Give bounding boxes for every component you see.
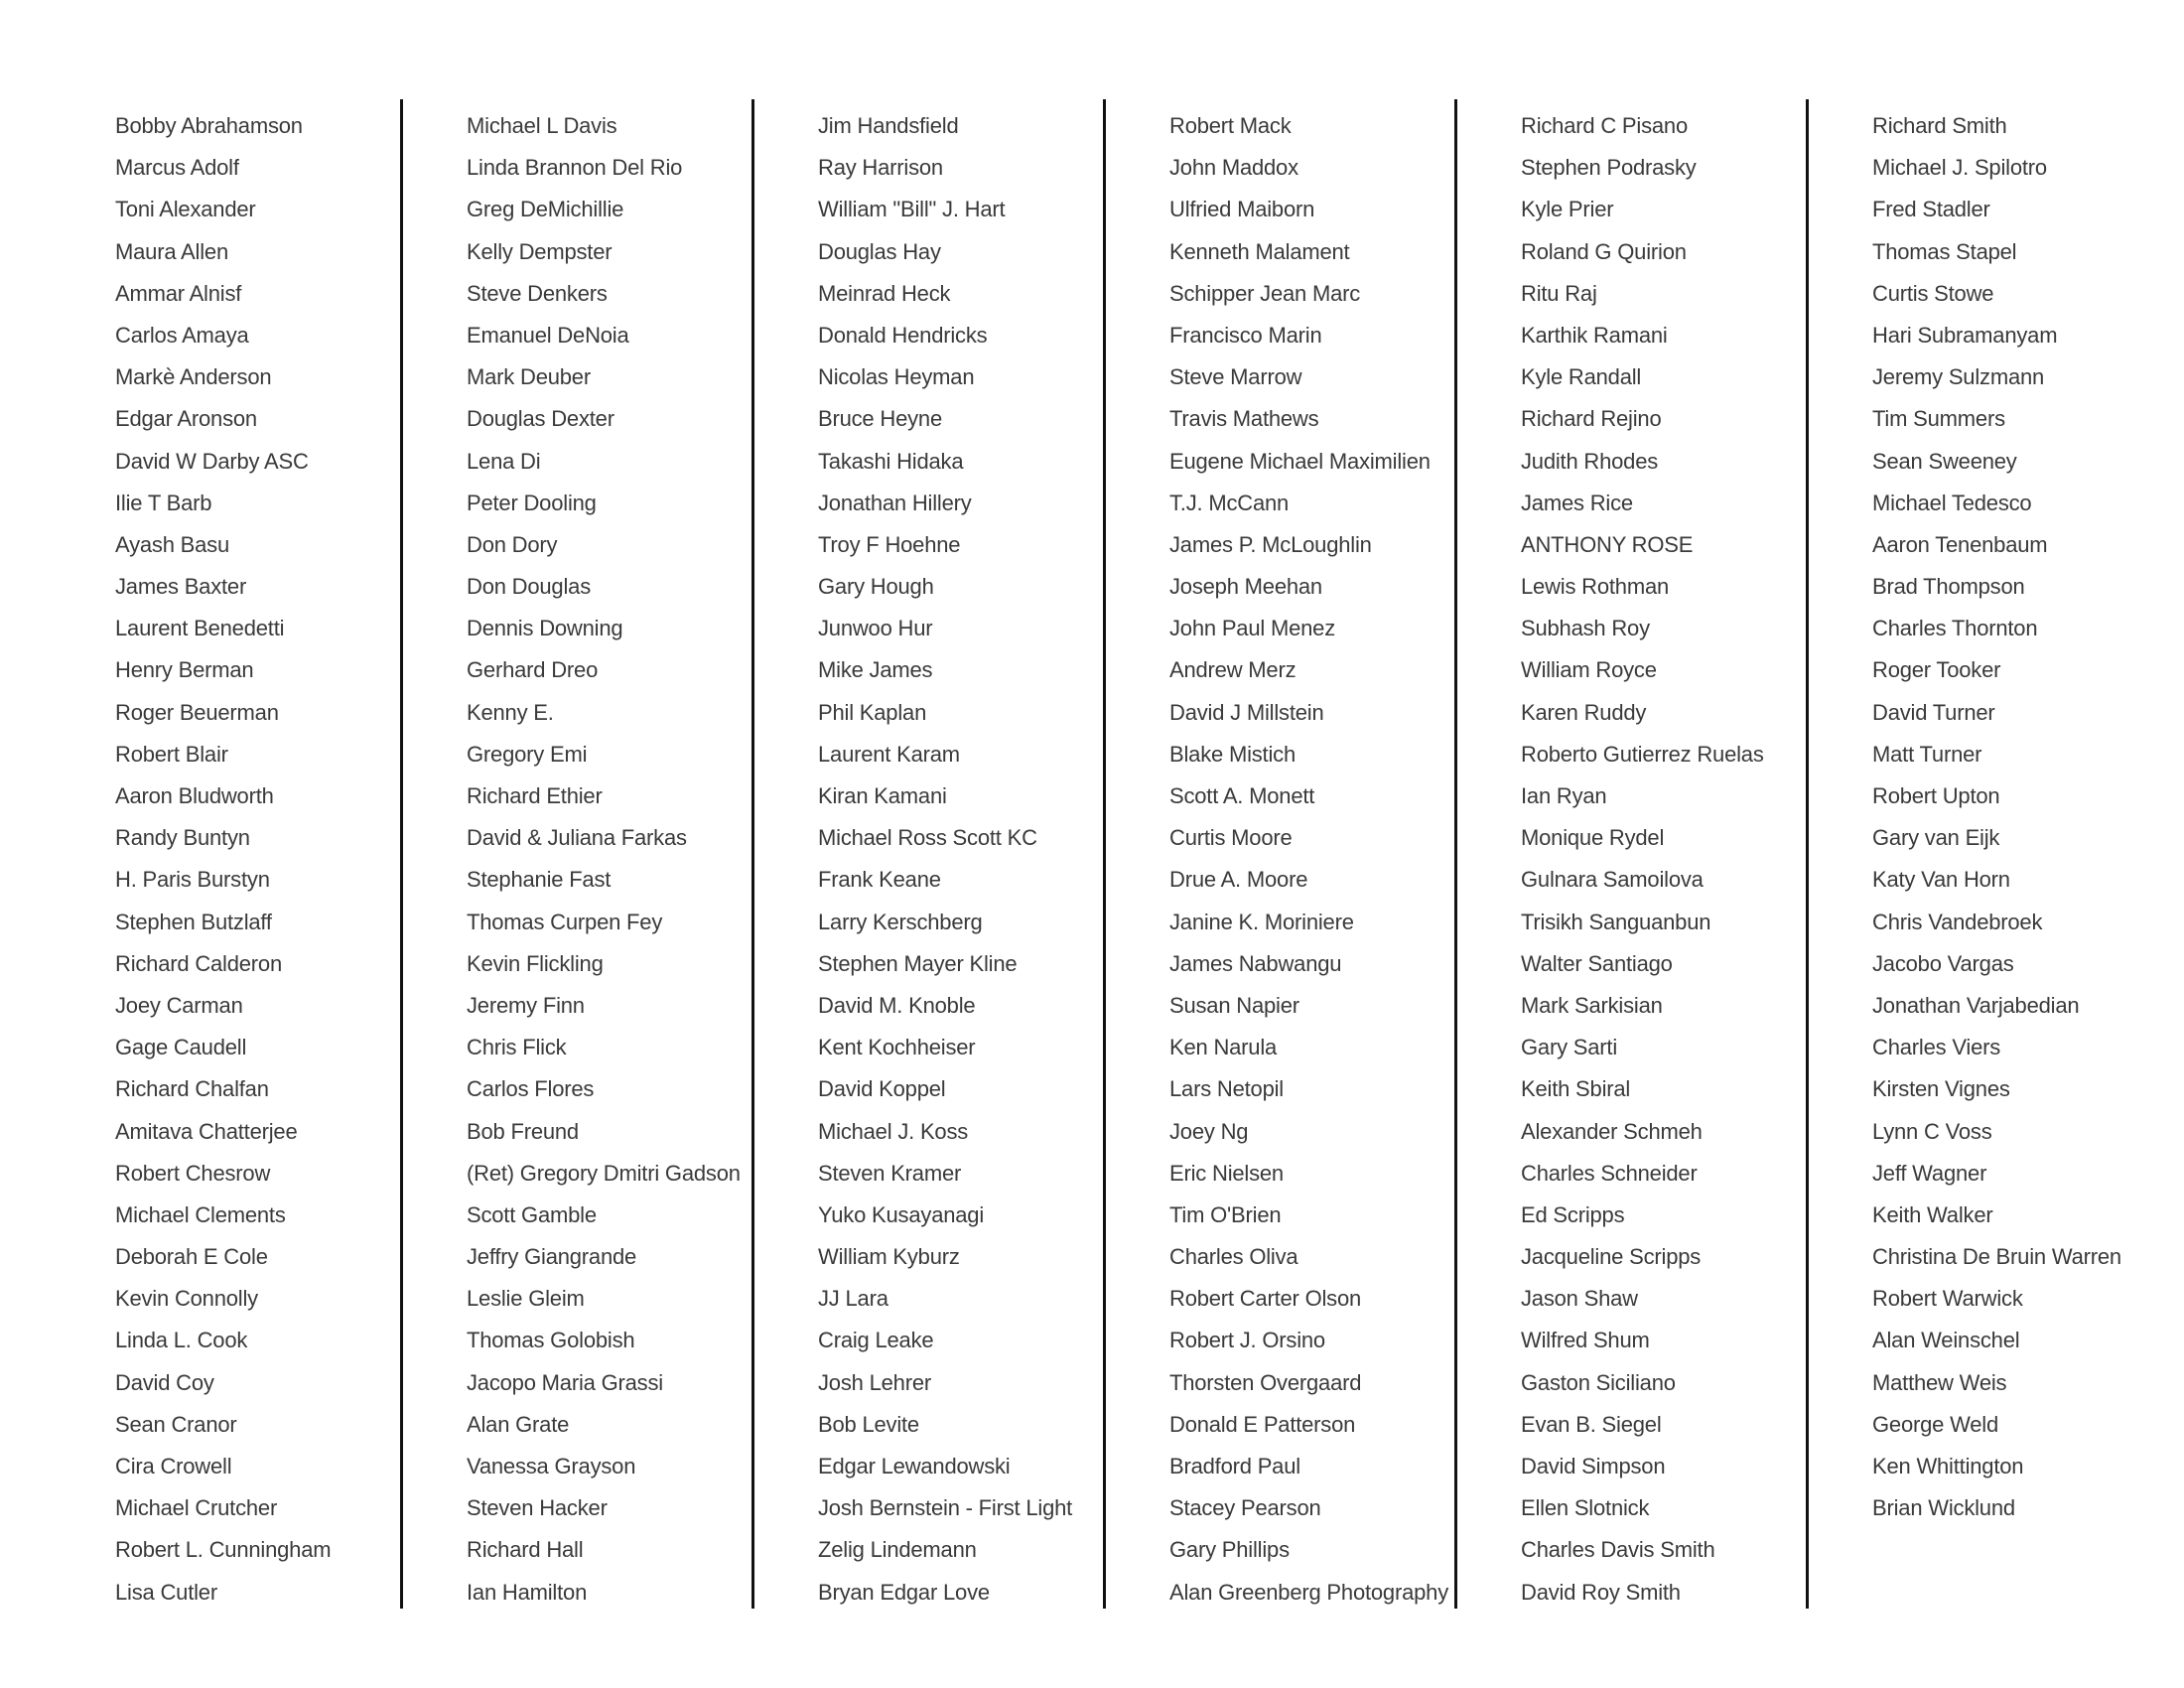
name-entry: Bob Levite [818,1411,919,1437]
name-entry: Laurent Karam [818,741,960,767]
name-entry: Jim Handsfield [818,113,959,138]
name-entry: Dennis Downing [467,616,623,641]
name-entry: Zelig Lindemann [818,1537,977,1563]
name-entry: Blake Mistich [1169,741,1296,767]
name-entry: Robert Warwick [1872,1286,2023,1312]
name-entry: Keith Walker [1872,1201,1993,1227]
name-entry: Bradford Paul [1169,1454,1300,1478]
name-entry: Wilfred Shum [1521,1328,1650,1353]
name-entry: Ken Whittington [1872,1454,2024,1478]
name-entry: Curtis Moore [1169,825,1293,851]
name-entry: Ian Ryan [1521,783,1607,808]
name-entry: Nicolas Heyman [818,364,975,390]
name-entry: Leslie Gleim [467,1286,585,1312]
name-entry: Steve Denkers [467,280,608,306]
name-entry: Keith Sbiral [1521,1076,1631,1102]
name-entry: Alan Grate [467,1411,570,1437]
name-entry: Scott Gamble [467,1201,597,1227]
name-entry: Bryan Edgar Love [818,1579,990,1605]
name-entry: Joey Carman [115,992,243,1018]
name-entry: Stephen Mayer Kline [818,950,1018,976]
name-entry: Toni Alexander [115,197,256,222]
name-entry: Travis Mathews [1169,406,1319,432]
name-entry: Linda Brannon Del Rio [467,155,683,181]
name-entry: Jacqueline Scripps [1521,1244,1702,1270]
name-entry: Jonathan Varjabedian [1872,992,2080,1018]
name-entry: Susan Napier [1169,992,1299,1018]
name-entry: Lisa Cutler [115,1579,217,1605]
name-entry: Maura Allen [115,238,228,264]
name-entry: Ayash Basu [115,531,230,557]
name-entry: Tim O'Brien [1169,1201,1282,1227]
name-entry: Scott A. Monett [1169,783,1315,808]
name-entry: Meinrad Heck [818,280,951,306]
name-entry: Charles Viers [1872,1035,2001,1060]
name-entry: Stacey Pearson [1169,1495,1321,1521]
name-entry: Brian Wicklund [1872,1495,2015,1521]
name-entry: Troy F Hoehne [818,531,961,557]
name-entry: David Simpson [1521,1454,1666,1478]
name-entry: William "Bill" J. Hart [818,197,1006,222]
column-divider [1103,99,1106,1609]
name-entry: William Kyburz [818,1244,960,1270]
name-entry: Karen Ruddy [1521,699,1647,725]
name-entry: Lars Netopil [1169,1076,1284,1102]
name-entry: Robert Blair [115,741,228,767]
name-entry: Ulfried Maiborn [1169,197,1315,222]
name-entry: Michael Tedesco [1872,490,2032,515]
name-entry: H. Paris Burstyn [115,867,270,893]
name-entry: Gregory Emi [467,741,588,767]
name-entry: Schipper Jean Marc [1169,280,1361,306]
name-entry: Steve Marrow [1169,364,1302,390]
name-entry: Henry Berman [115,657,254,683]
name-entry: Gary van Eijk [1872,825,2000,851]
name-entry: Lynn C Voss [1872,1118,1992,1144]
name-entry: Kenny E. [467,699,554,725]
name-entry: Gaston Siciliano [1521,1369,1676,1395]
name-entry: Eric Nielsen [1169,1160,1284,1186]
name-entry: Josh Lehrer [818,1369,931,1395]
name-entry: Bruce Heyne [818,406,942,432]
name-entry: Stephen Podrasky [1521,155,1697,181]
name-entry: Thomas Stapel [1872,238,2017,264]
name-entry: John Paul Menez [1169,616,1335,641]
name-entry: Roland G Quirion [1521,238,1687,264]
name-entry: David M. Knoble [818,992,976,1018]
name-entry: Kelly Dempster [467,238,613,264]
name-entry: Gary Hough [818,574,934,600]
name-entry: Thorsten Overgaard [1169,1369,1362,1395]
name-entry: Richard Chalfan [115,1076,269,1102]
name-entry: Lewis Rothman [1521,574,1670,600]
name-entry: Janine K. Moriniere [1169,909,1354,934]
name-entry: Phil Kaplan [818,699,927,725]
name-entry: Subhash Roy [1521,616,1650,641]
name-entry: Michael Ross Scott KC [818,825,1037,851]
name-entry: Bobby Abrahamson [115,113,303,138]
name-entry: Kirsten Vignes [1872,1076,2010,1102]
name-entry: T.J. McCann [1169,490,1290,515]
name-entry: Richard Hall [467,1537,584,1563]
name-entry: Michael J. Koss [818,1118,969,1144]
name-entry: Yuko Kusayanagi [818,1201,985,1227]
name-entry: David Roy Smith [1521,1579,1681,1605]
name-entry: Mark Sarkisian [1521,992,1663,1018]
name-entry: Trisikh Sanguanbun [1521,909,1711,934]
name-entry: Kent Kochheiser [818,1035,976,1060]
name-entry: David W Darby ASC [115,448,309,474]
name-entry: Ammar Alnisf [115,280,242,306]
name-entry: Ed Scripps [1521,1201,1625,1227]
name-entry: Jonathan Hillery [818,490,972,515]
name-entry: Eugene Michael Maximilien [1169,448,1431,474]
name-entry: Evan B. Siegel [1521,1411,1662,1437]
name-entry: Kyle Prier [1521,197,1614,222]
name-column-6 [1872,105,2184,1529]
name-entry: Robert Mack [1169,113,1292,138]
name-entry: ANTHONY ROSE [1521,531,1694,557]
name-entry: Donald E Patterson [1169,1411,1356,1437]
name-entry: Robert L. Cunningham [115,1537,332,1563]
name-entry: Robert Upton [1872,783,2000,808]
name-entry: David J Millstein [1169,699,1324,725]
name-entry: Jeremy Sulzmann [1872,364,2045,390]
name-entry: David Turner [1872,699,1995,725]
name-entry: James Baxter [115,574,247,600]
name-entry: Michael L Davis [467,113,617,138]
name-entry: Richard Calderon [115,950,282,976]
name-entry: Gerhard Dreo [467,657,599,683]
name-entry: Jeremy Finn [467,992,585,1018]
name-entry: Charles Schneider [1521,1160,1698,1186]
name-entry: Fred Stadler [1872,197,1990,222]
name-entry: Christina De Bruin Warren [1872,1244,2121,1270]
name-entry: Junwoo Hur [818,616,933,641]
name-entry: John Maddox [1169,155,1298,181]
name-entry: Edgar Aronson [115,406,257,432]
name-entry: Judith Rhodes [1521,448,1659,474]
name-entry: James P. McLoughlin [1169,531,1372,557]
name-entry: Jeff Wagner [1872,1160,1987,1186]
name-entry: Thomas Curpen Fey [467,909,663,934]
name-entry: Roberto Gutierrez Ruelas [1521,741,1764,767]
name-entry: Emanuel DeNoia [467,322,629,348]
name-entry: Jacopo Maria Grassi [467,1369,663,1395]
name-entry: Hari Subramanyam [1872,322,2058,348]
name-entry: Ian Hamilton [467,1579,588,1605]
name-entry: Chris Vandebroek [1872,909,2043,934]
name-entry: Monique Rydel [1521,825,1665,851]
name-entry: Stephen Butzlaff [115,909,272,934]
name-entry: Richard C Pisano [1521,113,1688,138]
name-entry: Douglas Hay [818,238,941,264]
name-entry: Richard Rejino [1521,406,1662,432]
column-divider [1806,99,1809,1609]
name-entry: Kevin Connolly [115,1286,258,1312]
name-entry: Jeffry Giangrande [467,1244,637,1270]
name-entry: Mark Deuber [467,364,591,390]
name-entry: Gary Sarti [1521,1035,1618,1060]
name-entry: David Koppel [818,1076,946,1102]
name-entry: Randy Buntyn [115,825,250,851]
name-entry: David Coy [115,1369,214,1395]
name-entry: Greg DeMichillie [467,197,624,222]
name-entry: Karthik Ramani [1521,322,1668,348]
name-entry: Robert Chesrow [115,1160,271,1186]
name-entry: Steven Hacker [467,1495,608,1521]
name-entry: Alan Greenberg Photography [1169,1579,1448,1605]
name-entry: Gage Caudell [115,1035,247,1060]
name-entry: Thomas Golobish [467,1328,635,1353]
name-entry: Edgar Lewandowski [818,1454,1011,1478]
name-entry: Roger Tooker [1872,657,2001,683]
name-entry: Donald Hendricks [818,322,988,348]
name-entry: Michael Clements [115,1201,286,1227]
name-entry: Joseph Meehan [1169,574,1322,600]
name-entry: Larry Kerschberg [818,909,983,934]
name-entry: Craig Leake [818,1328,934,1353]
name-entry: Bob Freund [467,1118,579,1144]
name-entry: Francisco Marin [1169,322,1322,348]
name-entry: Takashi Hidaka [818,448,964,474]
name-entry: JJ Lara [818,1286,888,1312]
name-entry: George Weld [1872,1411,1999,1437]
name-entry: Cira Crowell [115,1454,232,1478]
name-entry: Peter Dooling [467,490,597,515]
name-entry: Walter Santiago [1521,950,1673,976]
name-entry: Robert Carter Olson [1169,1286,1362,1312]
name-entry: Deborah E Cole [115,1244,268,1270]
name-entry: James Rice [1521,490,1633,515]
name-entry: Roger Beuerman [115,699,279,725]
name-entry: Charles Oliva [1169,1244,1298,1270]
name-entry: Lena Di [467,448,541,474]
name-entry: Michael J. Spilotro [1872,155,2047,181]
name-entry: Ellen Slotnick [1521,1495,1650,1521]
name-entry: Ritu Raj [1521,280,1597,306]
name-entry: James Nabwangu [1169,950,1342,976]
name-entry: (Ret) Gregory Dmitri Gadson [467,1160,741,1186]
name-entry: Ilie T Barb [115,490,212,515]
name-entry: Mike James [818,657,933,683]
name-entry: Sean Sweeney [1872,448,2017,474]
name-entry: Marcus Adolf [115,155,239,181]
name-entry: Richard Smith [1872,113,2007,138]
name-entry: Alexander Schmeh [1521,1118,1703,1144]
name-entry: Matt Turner [1872,741,1982,767]
name-entry: Vanessa Grayson [467,1454,636,1478]
name-entry: Brad Thompson [1872,574,2025,600]
name-entry: Aaron Tenenbaum [1872,531,2048,557]
column-divider [751,99,754,1609]
name-entry: Ray Harrison [818,155,943,181]
name-entry: Charles Thornton [1872,616,2038,641]
name-entry: Gulnara Samoilova [1521,867,1704,893]
name-entry: Tim Summers [1872,406,2005,432]
name-entry: Sean Cranor [115,1411,237,1437]
name-entry: Jacobo Vargas [1872,950,2014,976]
name-entry: David & Juliana Farkas [467,825,687,851]
name-entry: Richard Ethier [467,783,603,808]
name-entry: Alan Weinschel [1872,1328,2020,1353]
name-entry: Matthew Weis [1872,1369,2007,1395]
name-entry: Chris Flick [467,1035,567,1060]
name-entry: Katy Van Horn [1872,867,2010,893]
name-entry: Markè Anderson [115,364,272,390]
name-entry: Aaron Bludworth [115,783,274,808]
name-entry: Gary Phillips [1169,1537,1290,1563]
name-entry: Kevin Flickling [467,950,604,976]
column-divider [1454,99,1457,1609]
name-entry: Andrew Merz [1169,657,1297,683]
name-entry: Kiran Kamani [818,783,947,808]
name-entry: Amitava Chatterjee [115,1118,298,1144]
name-entry: Kenneth Malament [1169,238,1350,264]
name-entry: Douglas Dexter [467,406,614,432]
name-entry: Carlos Flores [467,1076,595,1102]
name-entry: Carlos Amaya [115,322,249,348]
name-entry: Don Dory [467,531,558,557]
name-entry: Joey Ng [1169,1118,1249,1144]
name-entry: Charles Davis Smith [1521,1537,1715,1563]
name-entry: Michael Crutcher [115,1495,278,1521]
name-entry: Drue A. Moore [1169,867,1308,893]
name-entry: Laurent Benedetti [115,616,285,641]
name-entry: Stephanie Fast [467,867,612,893]
name-entry: Curtis Stowe [1872,280,1994,306]
name-entry: Frank Keane [818,867,941,893]
name-entry: William Royce [1521,657,1657,683]
name-entry: Steven Kramer [818,1160,962,1186]
name-entry: Don Douglas [467,574,591,600]
name-entry: Ken Narula [1169,1035,1278,1060]
name-entry: Josh Bernstein - First Light [818,1495,1073,1521]
name-entry: Robert J. Orsino [1169,1328,1325,1353]
name-entry: Kyle Randall [1521,364,1642,390]
name-entry: Linda L. Cook [115,1328,248,1353]
name-entry: Jason Shaw [1521,1286,1638,1312]
column-divider [400,99,403,1609]
